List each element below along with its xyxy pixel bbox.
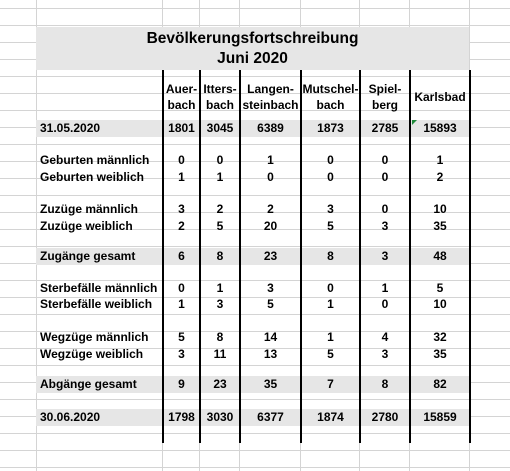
cell-value: 1	[327, 330, 334, 344]
column-header-line2: bach	[167, 98, 196, 112]
cell-value: 3	[381, 219, 389, 233]
column-header-line1: Spiel-	[368, 82, 402, 96]
cell-value: 3	[381, 347, 389, 361]
row-label: Wegzüge männlich	[40, 330, 149, 344]
column-header-line2: bach	[205, 98, 234, 112]
cell-value: 13	[263, 347, 278, 361]
row-label: Zuzüge weiblich	[40, 219, 133, 233]
cell-value: 0	[381, 170, 389, 184]
cell-value: 82	[433, 377, 447, 391]
cell-value: 35	[263, 377, 278, 391]
cell-value: 3	[381, 249, 389, 263]
grid-hline	[0, 433, 510, 434]
cell-value: 5	[267, 297, 274, 311]
cell-value: 1874	[317, 410, 344, 424]
cell-value: 0	[267, 170, 274, 184]
cell-value: 5	[178, 330, 185, 344]
cell-value: 5	[327, 347, 334, 361]
cell-value: 10	[433, 297, 447, 311]
cell-value: 1798	[168, 410, 195, 424]
cell-value: 8	[327, 249, 334, 263]
grid-hline	[0, 450, 510, 451]
grid-hline	[0, 365, 510, 366]
cell-value: 6377	[257, 410, 284, 424]
column-header-line1: Auer-	[165, 82, 198, 96]
column-header-line1: Mutschel-	[302, 82, 359, 96]
cell-value: 0	[327, 170, 334, 184]
cell-value: 20	[263, 219, 278, 233]
cell-value: 15859	[423, 410, 457, 424]
cell-value: 1801	[168, 121, 195, 135]
cell-value: 3	[216, 297, 224, 311]
column-header-line2: bach	[316, 98, 345, 112]
cell-value: 8	[381, 377, 389, 391]
cell-value: 14	[263, 330, 278, 344]
cell-value: 15893	[423, 121, 457, 135]
cell-value: 6389	[257, 121, 284, 135]
cell-value: 0	[381, 153, 389, 167]
cell-value: 23	[263, 249, 278, 263]
cell-value: 2780	[371, 410, 399, 424]
cell-value: 1	[381, 281, 389, 295]
cell-value: 35	[433, 219, 447, 233]
cell-value: 1	[178, 170, 185, 184]
cell-value: 11	[213, 347, 227, 361]
grid-hline	[0, 195, 510, 196]
column-header-line1: Itters-	[203, 82, 237, 96]
cell-value: 0	[178, 281, 185, 295]
cell-value: 1	[267, 153, 274, 167]
grid-hline	[0, 144, 510, 145]
cell-value: 32	[433, 330, 447, 344]
cell-value: 2	[436, 170, 444, 184]
row-label: Sterbefälle männlich	[40, 281, 158, 295]
cell-value: 0	[216, 153, 224, 167]
cell-value: 0	[381, 202, 389, 216]
cell-value: 0	[178, 153, 185, 167]
grid-hline	[0, 314, 510, 315]
cell-value: 1	[216, 170, 224, 184]
column-header-line2: berg	[371, 98, 398, 112]
cell-value: 1	[327, 297, 334, 311]
grid-hline	[0, 399, 510, 400]
grid-hline	[0, 8, 510, 9]
cell-value: 5	[216, 219, 224, 233]
row-label: Geburten weiblich	[40, 170, 145, 184]
cell-value: 0	[327, 153, 334, 167]
cell-value: 1	[178, 297, 185, 311]
column-separator	[469, 70, 471, 443]
row-label: 30.06.2020	[40, 410, 101, 424]
cell-value: 2	[178, 219, 185, 233]
cell-value: 3	[267, 281, 274, 295]
table-title: Bevölkerungsfortschreibung	[146, 30, 359, 47]
cell-value: 1	[216, 281, 224, 295]
row-label: Sterbefälle weiblich	[40, 297, 153, 311]
grid-hline	[0, 25, 510, 26]
row-label: Geburten männlich	[40, 153, 150, 167]
cell-value: 23	[213, 377, 227, 391]
row-label: 31.05.2020	[40, 121, 101, 135]
grid-vline	[36, 0, 37, 471]
grid-hline	[0, 76, 510, 77]
cell-value: 10	[433, 202, 447, 216]
cell-value: 2	[216, 202, 224, 216]
column-header-line1: Langen-	[247, 82, 294, 96]
grid-hline	[0, 246, 510, 247]
cell-value: 3	[178, 202, 185, 216]
cell-value: 3030	[206, 410, 234, 424]
table-subtitle: Juni 2020	[217, 50, 288, 67]
cell-value: 8	[216, 330, 224, 344]
cell-value: 9	[178, 377, 185, 391]
column-header-line2: steinbach	[242, 98, 299, 112]
row-label: Zuzüge männlich	[40, 202, 139, 216]
cell-value: 0	[381, 297, 389, 311]
cell-comment-marker	[412, 120, 417, 125]
cell-value: 2	[267, 202, 274, 216]
cell-value: 1	[436, 153, 444, 167]
cell-value: 8	[216, 249, 224, 263]
cell-value: 3045	[206, 121, 234, 135]
cell-value: 48	[433, 249, 447, 263]
row-label: Wegzüge weiblich	[40, 347, 144, 361]
cell-value: 7	[327, 377, 334, 391]
row-label: Zugänge gesamt	[40, 249, 136, 263]
row-label: Abgänge gesamt	[40, 377, 137, 391]
cell-value: 5	[327, 219, 334, 233]
cell-value: 3	[327, 202, 334, 216]
cell-value: 4	[381, 330, 389, 344]
cell-value: 5	[436, 281, 444, 295]
column-header: Karlsbad	[414, 90, 466, 104]
cell-value: 6	[178, 249, 185, 263]
cell-value: 2785	[371, 121, 399, 135]
cell-value: 1873	[317, 121, 344, 135]
cell-value: 35	[433, 347, 447, 361]
cell-value: 3	[178, 347, 185, 361]
grid-hline	[0, 467, 510, 468]
cell-value: 0	[327, 281, 334, 295]
